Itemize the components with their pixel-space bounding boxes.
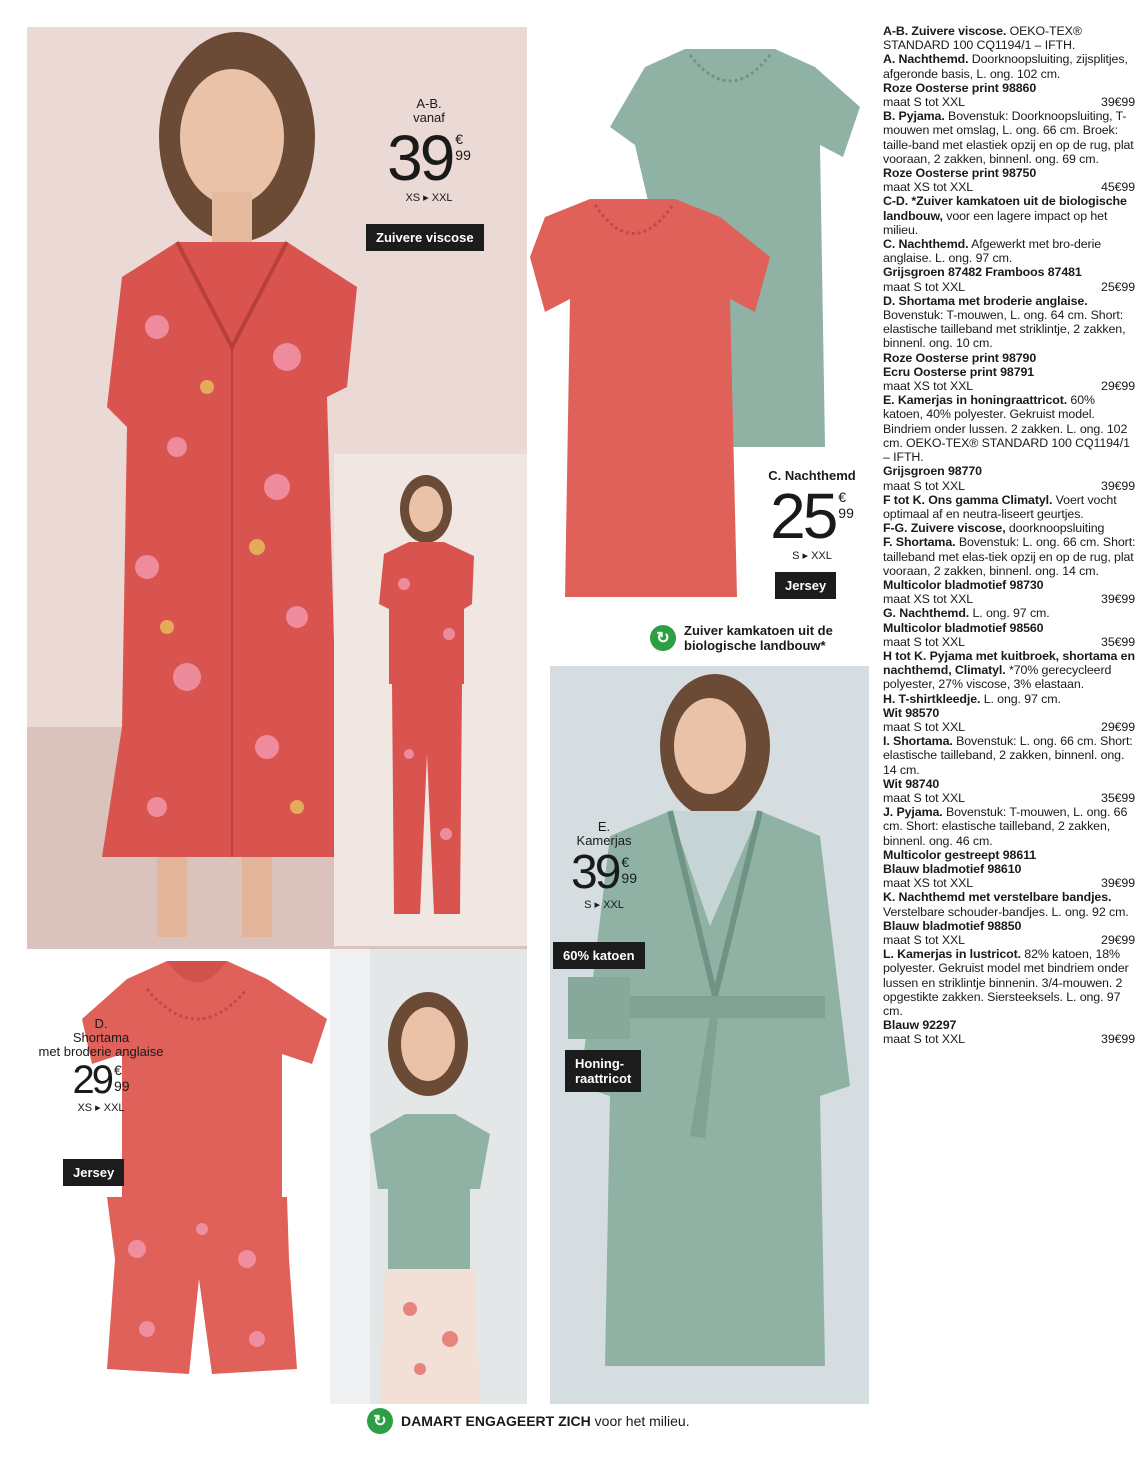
desc-fg: F-G. Zuivere viscose, doorknoopsluiting [883, 521, 1105, 536]
size-price-c: maat S tot XXL 25€99 [883, 279, 1135, 294]
organic-cotton-note [650, 623, 833, 653]
tag-honeycomb-line1: Honing- [575, 1056, 625, 1071]
pyjama-model-illustration [334, 454, 527, 946]
desc-i: I. Shortama. Bovenstuk: L. ong. 66 cm. Short: elastische tailleband, 2 zakken, binnenl. ong. 14 cm. [883, 734, 1133, 777]
size-price-k: maat S tot XXL 29€99 [883, 933, 1135, 947]
fabric-swatch [568, 977, 630, 1039]
color-j2: Blauw bladmotief 98610 [883, 861, 1022, 876]
desc-f: F. Shortama. Bovenstuk: L. ong. 66 cm. Short: tailleband met elas-tiek opzij en op de rug, plat vooraan, 2 zakken, binnenl. ong. 14 cm. [883, 535, 1136, 578]
price-block-d [30, 1017, 172, 1114]
price-d-label1: D. [94, 1016, 108, 1031]
size-price-d: maat XS tot XXL 29€99 [883, 379, 1135, 394]
price-ab-sizes: XS ▸ XXL [405, 192, 453, 204]
price-d-currency: € [113, 1062, 122, 1078]
size-price-b: maat XS tot XXL 45€99 [883, 180, 1135, 195]
leaf-recycle-icon: ↻ [367, 1408, 393, 1434]
footer-commitment [367, 1408, 690, 1434]
color-j1: Multicolor gestreept 98611 [883, 847, 1037, 862]
price-c-sizes: S ▸ XXL [792, 550, 832, 562]
desc-h: H. T-shirtkleedje. L. ong. 97 cm. [883, 691, 1061, 706]
size-price-h: maat S tot XXL 29€99 [883, 719, 1135, 734]
price-e-label1: E. [597, 819, 611, 834]
eco-note-line2: biologische landbouw* [684, 638, 826, 653]
price-ab-label: A-B. [416, 96, 442, 111]
desc-hk: H tot K. Pyjama met kuitbroek, shortama en nachthemd, Climatyl. *70% gerecycleerd polyester, 27% viscose, 3% elastaan. [883, 648, 1135, 692]
color-f: Multicolor bladmotief 98730 [883, 577, 1044, 592]
desc-b: B. Pyjama. Bovenstuk: Doorknoopsluiting, T-mouwen met omslag, L. ong. 66 cm. Broek: taille-band met elastiek opzij en op de rug, plat vooraan, 2 zakken, binnenl. ong. 69 cm. [883, 109, 1134, 166]
price-d-integer: 29 [72, 1058, 111, 1102]
price-e-integer: 39 [571, 846, 619, 899]
size-price-g: maat S tot XXL 35€99 [883, 634, 1135, 649]
price-c-currency: € [838, 489, 847, 505]
desc-ab: A-B. Zuivere viscose. OEKO-TEX® STANDARD 100 CQ1194/1 – IFTH. [883, 24, 1082, 53]
desc-d: D. Shortama met broderie anglaise. Bovenstuk: T-mouwen, L. ong. 64 cm. Short: elastische tailleband met striklintje, 2 zakken, binnenl. ong. 10 cm. [883, 293, 1126, 351]
desc-c: C. Nachthemd. Afgewerkt met bro-derie anglaise. L. ong. 97 cm. [883, 237, 1102, 266]
eco-note-line1: Zuiver kamkatoen uit de [684, 623, 833, 638]
color-h: Wit 98570 [883, 705, 940, 720]
price-e-decimals: 99 [621, 870, 637, 886]
price-ab-integer: 39 [387, 122, 453, 194]
desc-l: L. Kamerjas in lustricot. 82% katoen, 18% polyester. Gekruist model met bindriem onder lussen en striklintje binnenin. 3/4-mouwen. 2 opgestikte zakken. Siersteeksels. L. ong. 97 cm. [883, 947, 1129, 1019]
price-block-c [756, 469, 868, 562]
tag-jersey-c: Jersey [775, 572, 836, 599]
desc-a: A. Nachthemd. Doorknoopsluiting, zijsplitjes, afgeronde basis, L. ong. 102 cm. [883, 52, 1128, 81]
price-e-sizes: S ▸ XXL [584, 899, 624, 911]
size-price-j: maat XS tot XXL 39€99 [883, 876, 1135, 891]
color-d1: Roze Oosterse print 98790 [883, 350, 1037, 365]
leaf-recycle-icon: ↻ [650, 625, 676, 651]
photo-shortama-model [330, 949, 527, 1404]
price-c-decimals: 99 [838, 505, 854, 521]
price-ab-decimals: 99 [455, 147, 471, 163]
color-i: Wit 98740 [883, 776, 940, 791]
color-k: Blauw bladmotief 98850 [883, 918, 1022, 933]
color-l: Blauw 92297 [883, 1018, 957, 1033]
color-e: Grijsgroen 98770 [883, 464, 982, 479]
price-ab-from: vanaf [413, 110, 445, 125]
price-d-label2: Shortama [72, 1030, 130, 1045]
footer-bold: DAMART ENGAGEERT ZICH [401, 1412, 591, 1429]
tag-cotton-60: 60% katoen [553, 942, 645, 969]
desc-k: K. Nachthemd met verstelbare bandjes. Verstelbare schouder-bandjes. L. ong. 92 cm. [883, 890, 1129, 919]
desc-fk: F tot K. Ons gamma Climatyl. Voert vocht optimaal af en neutra-liseert geurtjes. [883, 492, 1117, 521]
tag-jersey-d: Jersey [63, 1159, 124, 1186]
tag-honeycomb-line2: raattricot [575, 1071, 632, 1086]
size-price-a: maat S tot XXL 39€99 [883, 95, 1135, 110]
color-g: Multicolor bladmotief 98560 [883, 620, 1044, 635]
price-c-label: C. Nachthemd [768, 468, 856, 483]
desc-g: G. Nachthemd. L. ong. 97 cm. [883, 606, 1050, 621]
size-price-i: maat S tot XXL 35€99 [883, 790, 1135, 805]
color-a: Roze Oosterse print 98860 [883, 80, 1037, 95]
color-d2: Ecru Oosterse print 98791 [883, 364, 1035, 379]
size-price-l: maat S tot XXL 39€99 [883, 1032, 1135, 1047]
price-d-sizes: XS ▸ XXL [77, 1102, 125, 1114]
desc-j: J. Pyjama. Bovenstuk: T-mouwen, L. ong. 66 cm. Short: elastische tailleband, 2 zakken, binnenl. ong. 46 cm. [883, 805, 1128, 848]
photo-floral-pyjama [334, 454, 527, 946]
price-e-label2: Kamerjas [576, 833, 632, 848]
size-price-f: maat XS tot XXL 39€99 [883, 592, 1135, 607]
price-e-currency: € [621, 854, 630, 870]
desc-e: E. Kamerjas in honingraattricot. 60% katoen, 40% polyester. Gekruist model. Bindriem onder lussen. 2 zakken. L. ong. 102 cm. OEKO-TEX® STANDARD 100 CQ1194/1 – IFTH. [883, 393, 1130, 465]
footer-rest: voor het milieu. [590, 1412, 690, 1429]
tag-honeycomb-knit [565, 1050, 641, 1092]
price-block-e [554, 820, 654, 911]
desc-cd: C-D. *Zuiver kamkatoen uit de biologische landbouw, voor een lagere impact op het milieu. [883, 194, 1127, 237]
tag-pure-viscose: Zuivere viscose [366, 224, 484, 251]
price-ab-currency: € [455, 131, 464, 147]
small-model-illustration [330, 949, 527, 1404]
price-c-integer: 25 [770, 480, 836, 552]
size-price-e: maat S tot XXL 39€99 [883, 478, 1135, 493]
product-description-column [883, 24, 1137, 1047]
color-c: Grijsgroen 87482 Framboos 87481 [883, 265, 1082, 280]
price-d-decimals: 99 [113, 1078, 130, 1094]
color-b: Roze Oosterse print 98750 [883, 166, 1037, 181]
price-d-label3: met broderie anglaise [38, 1044, 164, 1059]
price-block-ab [370, 97, 488, 204]
